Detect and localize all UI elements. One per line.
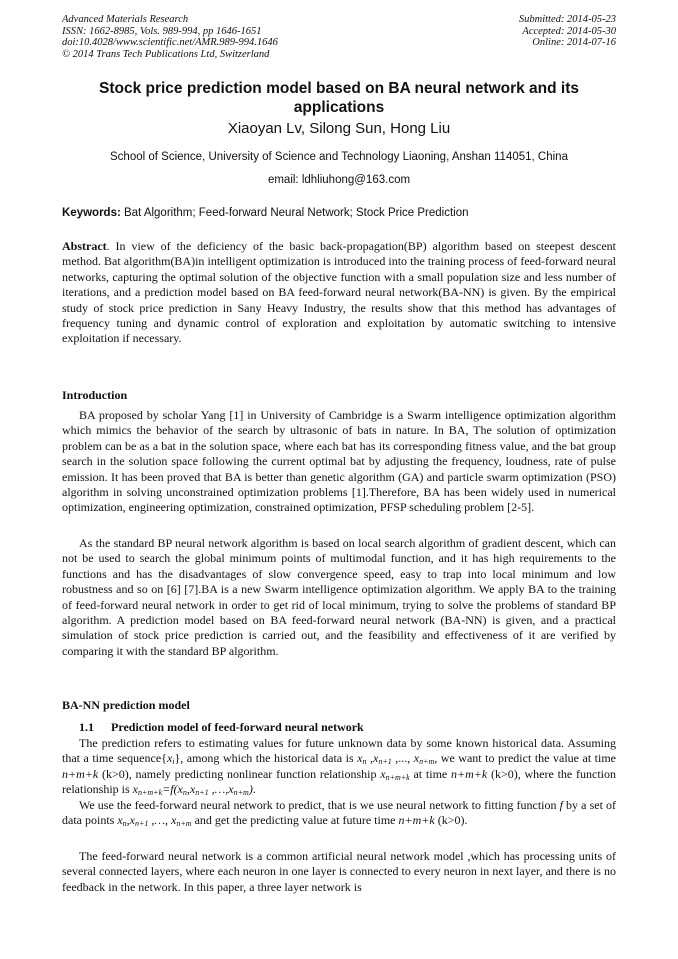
math-var: x [413,751,420,766]
math-var: x [166,751,173,766]
abstract-text: . In view of the deficiency of the basic back-propagation(BP) algorithm based on steepest descent method. Bat algorithm(BA)in intelligent optimization is introduced into the training process of feed-forward neural networks, capturing the optimal solution of the objective function with a small population size and less number of iterations, and a prediction model based on BA feed-forward neural network(BA-NN) is given. By the empirical study of stock price prediction in Sany Heavy Industry, the results show that this method has advantages of frequency tuning and dynamic control of exploration and exploitation by automatic switching to intensive exploitation if necessary. [62,239,616,346]
math-var: x [357,751,363,766]
text-run: . [464,813,468,828]
keywords-label: Keywords: [62,207,121,219]
math-expr: ,x [186,782,196,797]
math-sub: n+m [419,757,435,767]
submitted-date: Submitted: 2014-05-23 [518,14,616,25]
journal-header-right [519,14,616,49]
math-expr: n+m+k [62,766,99,781]
paper-affiliation: School of Science, University of Science and Technology Liaoning, Anshan 114051, China [110,151,568,163]
journal-issn: ISSN: 1662-8985, Vols. 989-994, pp 1646-1651 [62,25,262,37]
text-run: by a set of data points [62,798,617,828]
journal-header-left [62,14,278,60]
math-sub: n+1 [134,819,149,829]
math-sub: n+m [233,788,249,798]
math-expr: ,…, x [148,813,177,828]
math-expr: =f(x [162,782,183,797]
journal-doi[interactable]: doi:10.4028/www.scientific.net/AMR.989-994.1646 [62,37,278,49]
introduction-paragraph-1: BA proposed by scholar Yang [1] in University of Cambridge is a Swarm intelligence optimization algorithm which mimics the behavior of the search by ultrasonic of bats in nature. In BA, The solution of optimization problem can be as a bat in the solution space, where each bat has its corresponding fitness value, and the bat group search in the solution space following the current optimal bat by adjusting the frequency, loudness, rate of pulse emission. It has been proved that BA is better than genetic algorithm (GA) and particle swarm optimization (PSO) algorithm in solving unconstrained optimization problems [1].Therefore, BA has been widely used in numerical optimization, engineering optimization, constrained optimization, PFSP scheduling problem [2-5]. [62,408,616,515]
keywords [62,206,616,220]
math-expr: (k>0) [487,766,518,781]
math-sub: n [182,788,187,798]
text-run: , namely predicting nonlinear function relationship [128,766,381,781]
text-run: The prediction refers to estimating values for future unknown data by some known historical data. Assuming that a time sequence{ [62,736,616,766]
math-var: x [373,751,379,766]
math-expr: n+m+k [451,766,488,781]
text-run: at time [409,766,452,781]
prediction-paragraph [62,736,616,798]
math-expr: ,…,x [208,782,234,797]
fitting-paragraph [62,798,616,829]
math-var: f [559,798,563,812]
abstract [62,239,616,347]
paper-title: Stock price prediction model based on BA neural network and its applications [98,80,579,116]
math-sub: n+1 [378,757,392,767]
math-sub: n+m+k [385,772,410,782]
text-run: , we want to predict the value at time [434,751,616,766]
text-run: }, among which the historical data is [174,751,358,766]
network-paragraph: The feed-forward neural network is a common artificial neural network model ,which has processing units of several connected layers, where each neuron in one layer is connected to every neuron in next layer, and there is no feedback in the network. In this paper, a three layer network is [62,849,616,894]
journal-copyright: © 2014 Trans Tech Publications Ltd, Switzerland [62,48,270,60]
math-sub: n+m+k [138,788,163,798]
author-email[interactable]: email: ldhliuhong@163.com [267,174,411,186]
math-expr: ) [248,782,253,797]
accepted-date: Accepted: 2014-05-30 [522,25,616,37]
math-var: x [117,813,123,828]
text-run: and get the predicting value at future time [191,813,399,828]
math-expr: n+m+k [398,813,435,828]
math-sep: , [366,751,373,766]
subsection-heading [79,720,364,735]
paper-authors: Xiaoyan Lv, Silong Sun, Hong Liu [227,120,451,137]
model-section-heading: BA-NN prediction model [62,698,190,712]
math-sub: n+m [176,819,192,829]
keywords-text: Bat Algorithm; Feed-forward Neural Network; Stock Price Prediction [120,207,469,219]
math-expr: (k>0) [98,766,129,781]
online-date: Online: 2014-07-16 [532,37,616,49]
text-run: , where the function relationship is [62,766,616,797]
math-sub: n [122,819,127,829]
math-sub: i [172,757,175,767]
math-var: x [380,766,386,781]
journal-name: Advanced Materials Research [62,14,189,25]
math-sub: n+1 [195,788,209,798]
text-run: . [252,782,256,797]
text-run: We use the feed-forward neural network to predict, that is we use neural network to fitting function [79,798,560,812]
abstract-label: Abstract [62,239,107,253]
math-var: x [132,782,138,797]
math-sub: n [362,757,367,767]
subsection-title: Prediction model of feed-forward neural network [111,720,364,734]
math-sep: ,..., [391,751,414,766]
math-expr: (k>0) [434,813,465,828]
subsection-number: 1.1 [79,720,94,734]
introduction-heading: Introduction [62,388,128,402]
math-expr: ,x [126,813,135,828]
introduction-paragraph-2: As the standard BP neural network algorithm is based on local search algorithm of gradient descent, which can not be used to search the global minimum points of multimodal function, and it has high requirements to the functions and has the disadvantages of slow convergence speed, easy to trap into local minimum and low robustness and so on [6] [7].BA is a new Swarm intelligence optimization algorithm. We apply BA to the training of feed-forward neural network in order to get rid of local minimum, trying to solve the problems of standard BP algorithm. A prediction model based on BA feed-forward neural network (BA-NN) is given, and a practical simulation of stock price prediction is carried out, and the feasibility and effectiveness of it are verified by comparing it with the standard BP algorithm. [62,536,616,658]
